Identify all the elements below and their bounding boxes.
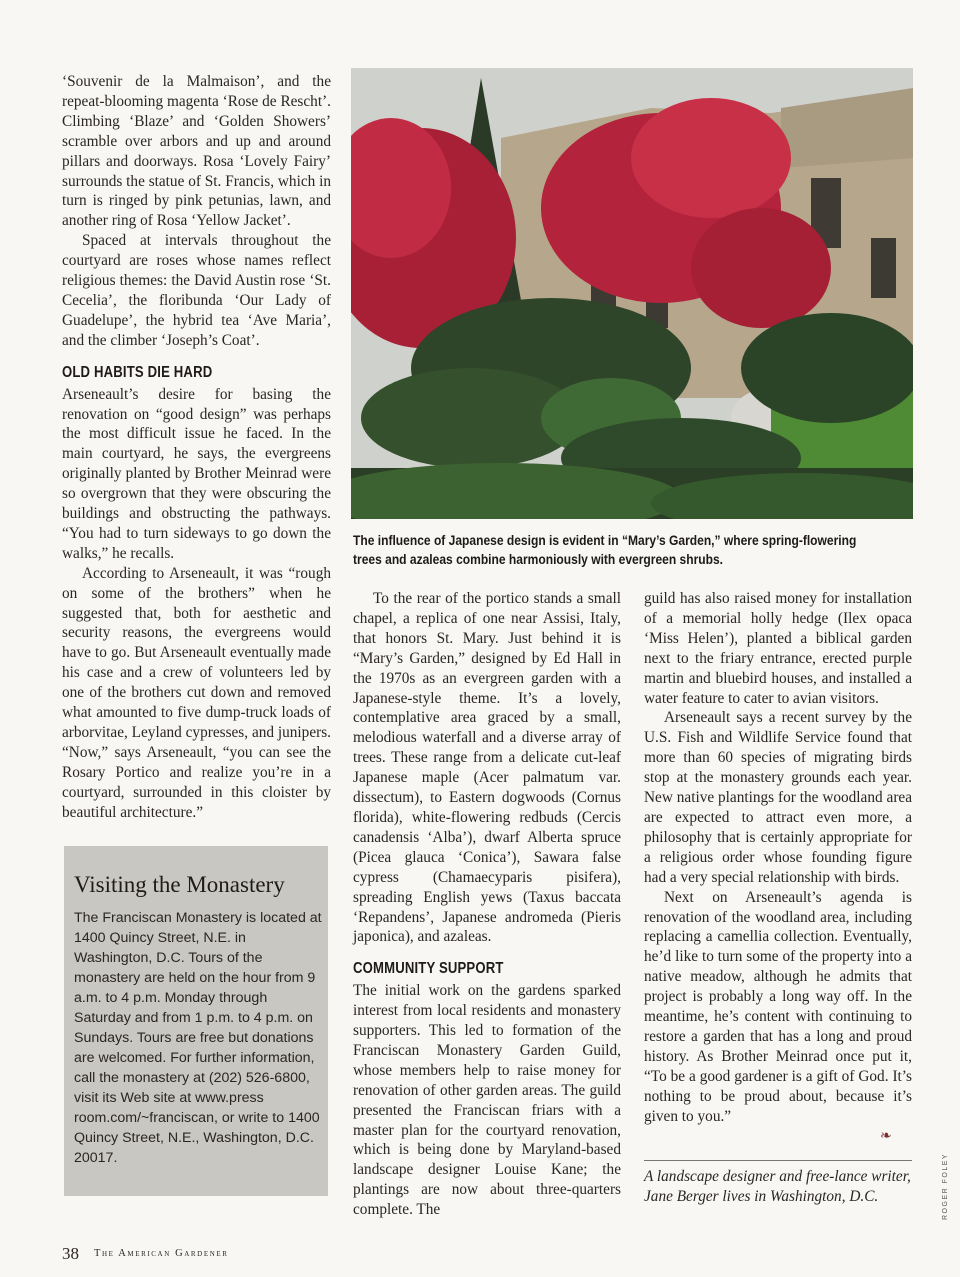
- col1-paragraph-4: According to Arseneault, it was “rough on some of the brothers” when he suggested that, both for aesthetic and security reasons, the evergreens would have to go. But Arseneault eventually made his case and a crew of volunteers led by one of the brothers cut down and removed what amounted to five dump-truck loads of arborvitae, Leyland cypresses, and junipers. “Now,” says Arseneault, “you can see the Rosary Portico and realize you’re in a courtyard, surrounded in this cloister by beautiful architecture.”: [62, 564, 331, 821]
- col1-paragraph-2: Spaced at intervals throughout the courtyard are roses whose names reflect religious themes: the David Austin rose ‘St. Cecelia’, the floribunda ‘Our Lady of Guadelupe’, the hybrid tea ‘Ave Maria’, and the climber ‘Joseph’s Coat’.: [62, 232, 331, 349]
- author-byline: A landscape designer and free-lance writer, Jane Berger lives in Washington, D.C.: [644, 1168, 911, 1205]
- section-heading-old-habits: OLD HABITS DIE HARD: [62, 363, 213, 381]
- page-number: 38: [62, 1244, 79, 1263]
- photo-caption: The influence of Japanese design is evident in “Mary’s Garden,” where spring-flowering trees and azaleas combine harmoniously with evergreen shrubs.: [353, 532, 857, 567]
- col1-paragraph-1: ‘Souvenir de la Malmaison’, and the repeat-blooming magenta ‘Rose de Rescht’. Climbing ‘Blaze’ and ‘Golden Showers’ scramble over arbors and up and around pillars and doorways. Rosa ‘Lovely Fairy’ surrounds the statue of St. Francis, which in turn is ringed by pink petunias, lawn, and another ring of Rosa ‘Yellow Jacket’.: [62, 73, 331, 230]
- publication-name: The American Gardener: [94, 1248, 229, 1259]
- col3-paragraph-2: Arseneault says a recent survey by the U.S. Fish and Wildlife Service found that more than 60 species of migrating birds stop at the monastery grounds each year. New native plantings for the woodland area are expected to attract even more, a philosophy that is certainly appropriate for a religious order whose founding figure had a very special relationship with birds.: [644, 709, 912, 886]
- photo-credit: ROGER FOLEY: [942, 1152, 949, 1220]
- byline-divider: [644, 1160, 912, 1161]
- col3-paragraph-3: Next on Arseneault’s agenda is renovation of the woodland area, including replacing a camellia collection. Eventually, he’d like to turn some of the property into a native meadow, although he admits that project is probably a long way off. In the meantime, he’s content with continuing to restore a garden that has a long and proud history. As Brother Meinrad once put it, “To be a good gardener is a gift of God. It’s nothing to be proud about, because it’s given to you.”: [644, 888, 912, 1125]
- garden-photo: [351, 68, 913, 519]
- col3-paragraph-1: guild has also raised money for installation of a memorial holly hedge (Ilex opaca ‘Miss Helen’), planted a biblical garden next to the friary entrance, erected purple martin and bluebird houses, and installed a water feature to cater to avian visitors.: [644, 590, 912, 707]
- column-3: [644, 589, 912, 1126]
- sidebar-body: The Franciscan Monastery is located at 1400 Quincy Street, N.E. in Washington, D.C. Tours of the monastery are held on the hour from 9 a.m. to 4 p.m. Monday through Saturday and from 1 p.m. to 4 p.m. on Sundays. Tours are free but donations are welcomed. For further information, call the monastery at (202) 526-6800, visit its Web site at www.press room.com/~franciscan, or write to 1400 Quincy Street, N.E., Washington, D.C. 20017.: [74, 910, 322, 1166]
- col2-paragraph-2: The initial work on the gardens sparked interest from local residents and monastery supporters. This led to formation of the Franciscan Monastery Garden Guild, whose members help to raise money for renovation of other garden areas. The guild presented the Franciscan friars with a master plan for the courtyard renovation, which is being done by Maryland-based landscape designer Louise Kane; the plantings are now about three-quarters complete. The: [353, 982, 621, 1219]
- col2-paragraph-1: To the rear of the portico stands a small chapel, a replica of one near Assisi, Italy, that honors St. Mary. Just behind it is “Mary’s Garden,” designed by Ed Hall in the 1970s as an evergreen garden with a Japanese-style theme. It’s a lovely, contemplative area graced by a small, melodious waterfall and a diverse array of trees. These range from a delicate cut-leaf Japanese maple (Acer palmatum var. dissectum), to Eastern dogwoods (Cornus florida), white-flowering redbuds (Cercis canadensis ‘Alba’), dwarf Alberta spruce (Picea glauca ‘Conica’), Sawara false cypress (Chamaecyparis pisifera), spreading English yews (Taxus baccata ‘Repandens’, Japanese andromeda (Pieris japonica), and azaleas.: [353, 590, 621, 946]
- section-heading-community-support: COMMUNITY SUPPORT: [353, 960, 504, 978]
- sidebar-box: [64, 846, 328, 1196]
- column-2: [353, 589, 621, 1220]
- column-1: [62, 72, 331, 823]
- sidebar-title: Visiting the Monastery: [74, 872, 285, 897]
- col1-paragraph-3: Arseneault’s desire for basing the renovation on “good design” was perhaps the most difficult issue he faced. In the main courtyard, he says, the evergreens originally planted by Brother Meinrad were so overgrown that they were obscuring the buildings and obstructing the pathways. “You had to turn sideways to go down the walks,” he recalls.: [62, 385, 331, 562]
- end-of-article-icon: ❧: [880, 1129, 892, 1144]
